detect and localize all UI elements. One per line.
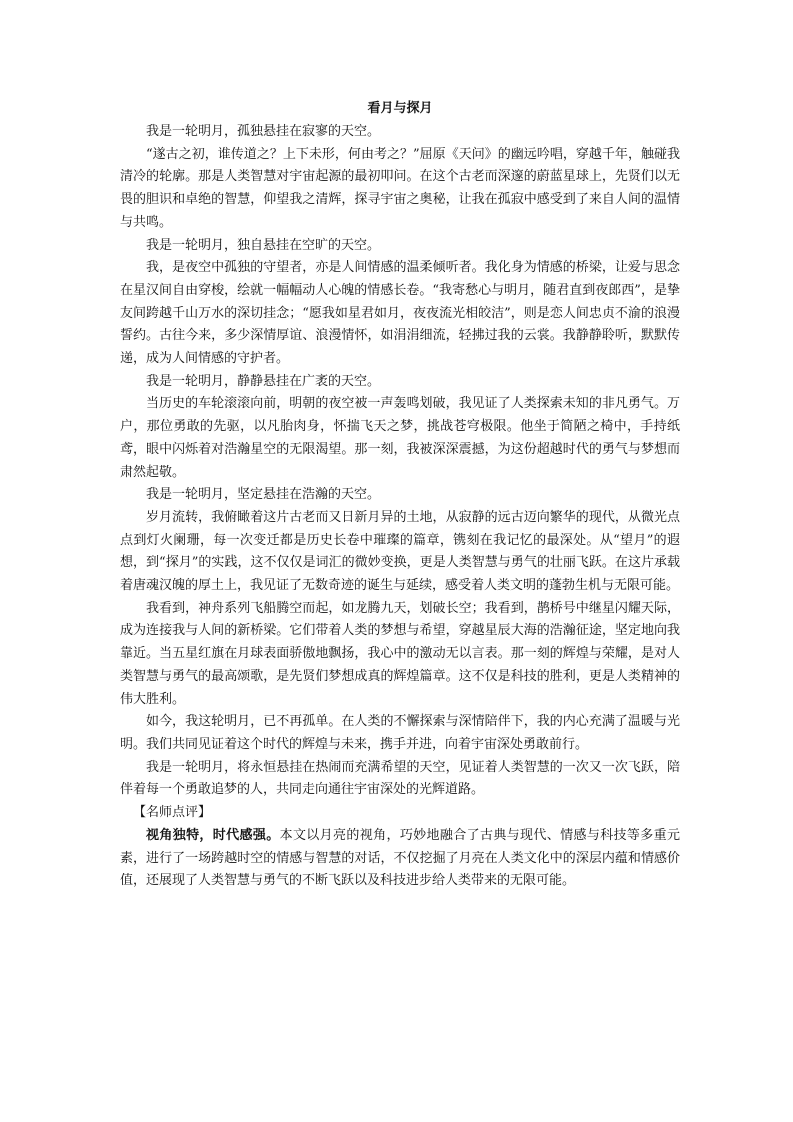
paragraph-3: 我是一轮明月，独自悬挂在空旷的天空。 bbox=[146, 237, 381, 253]
document-page bbox=[120, 98, 680, 893]
paragraph-7: 我是一轮明月，坚定悬挂在浩瀚的天空。 bbox=[146, 487, 381, 503]
paragraph-2: “遂古之初，谁传道之？上下未形，何由考之？”屈原《天问》的幽远吟唱，穿越千年，触碰我清冷的轮廓。那是人类智慧对宇宙起源的最初叩问。在这个古老而深邃的蔚蓝星球上，先贤们以无畏的胆识和卓绝的智慧，仰望我之清辉，探寻宇宙之奥秘，让我在孤寂中感受到了来自人间的温情与共鸣。 bbox=[120, 146, 680, 230]
paragraph-4: 我，是夜空中孤独的守望者，亦是人间情感的温柔倾听者。我化身为情感的桥梁，让爱与思念在星汉间自由穿梭，绘就一幅幅动人心魄的情感长卷。“我寄愁心与明月，随君直到夜郎西”，是挚友间跨越千山万水的深切挂念；“愿我如星君如月，夜夜流光相皎洁”，则是恋人间忠贞不渝的浪漫誓约。古往今来，多少深情厚谊、浪漫情怀，如涓涓细流，轻拂过我的云裳。我静静聆听，默默传递，成为人间情感的守护者。 bbox=[120, 260, 680, 367]
paragraph-1: 我是一轮明月，孤独悬挂在寂寥的天空。 bbox=[146, 124, 381, 139]
essay-title: 看月与探月 bbox=[367, 101, 433, 116]
paragraph-8: 岁月流转，我俯瞰着这片古老而又日新月异的土地，从寂静的远古迈向繁华的现代，从微光点点到灯火阑珊，每一次变迁都是历史长卷中璀璨的篇章，镌刻在我记忆的最深处。从“望月”的遐想，到“探月”的实践，这不仅仅是词汇的微妙变换，更是人类智慧与勇气的壮丽飞跃。在这片承载着唐魂汉魄的厚土上，我见证了无数奇迹的诞生与延续，感受着人类文明的蓬勃生机与无限可能。 bbox=[120, 509, 680, 594]
paragraph-9: 我看到，神舟系列飞船腾空而起，如龙腾九天，划破长空；我看到，鹊桥号中继星闪耀天际，成为连接我与人间的新桥梁。它们带着人类的梦想与希望，穿越星辰大海的浩瀚征途，坚定地向我靠近。当五星红旗在月球表面骄傲地飘扬，我心中的激动无以言表。那一刻的辉煌与荣耀，是对人类智慧与勇气的最高颂歌，是先贤们梦想成真的辉煌篇章。这不仅是科技的胜利，更是人类精神的伟大胜利。 bbox=[120, 600, 680, 707]
comment-heading: 【名师点评】 bbox=[133, 805, 212, 821]
comment-lead: 视角独特，时代感强。 bbox=[146, 827, 280, 843]
paragraph-10: 如今，我这轮明月，已不再孤单。在人类的不懈探索与深情陪伴下，我的内心充满了温暖与光明。我们共同见证着这个时代的辉煌与未来，携手并进，向着宇宙深处勇敢前行。 bbox=[120, 714, 680, 752]
comment-paragraph bbox=[120, 825, 680, 893]
paragraph-11: 我是一轮明月，将永恒悬挂在热闹而充满希望的天空，见证着人类智慧的一次又一次飞跃，陪伴着每一个勇敢追梦的人，共同走向通往宇宙深处的光辉道路。 bbox=[120, 759, 680, 798]
paragraph-5: 我是一轮明月，静静悬挂在广袤的天空。 bbox=[146, 373, 381, 389]
paragraph-6: 当历史的车轮滚滚向前，明朝的夜空被一声轰鸣划破，我见证了人类探索未知的非凡勇气。万户，那位勇敢的先驱，以凡胎肉身，怀揣飞天之梦，挑战苍穹极限。他坐于简陋之椅中，手持纸鸢，眼中闪烁着对浩瀚星空的无限渴望。那一刻，我被深深震撼，为这份超越时代的勇气与梦想而肃然起敬。 bbox=[120, 396, 680, 480]
comment-body: 本文以月亮的视角，巧妙地融合了古典与现代、情感与科技等多重元素，进行了一场跨越时空的情感与智慧的对话，不仅挖掘了月亮在人类文化中的深层内蕴和情感价值，还展现了人类智慧与勇气的不断飞跃以及科技进步给人类带来的无限可能。 bbox=[120, 827, 680, 889]
